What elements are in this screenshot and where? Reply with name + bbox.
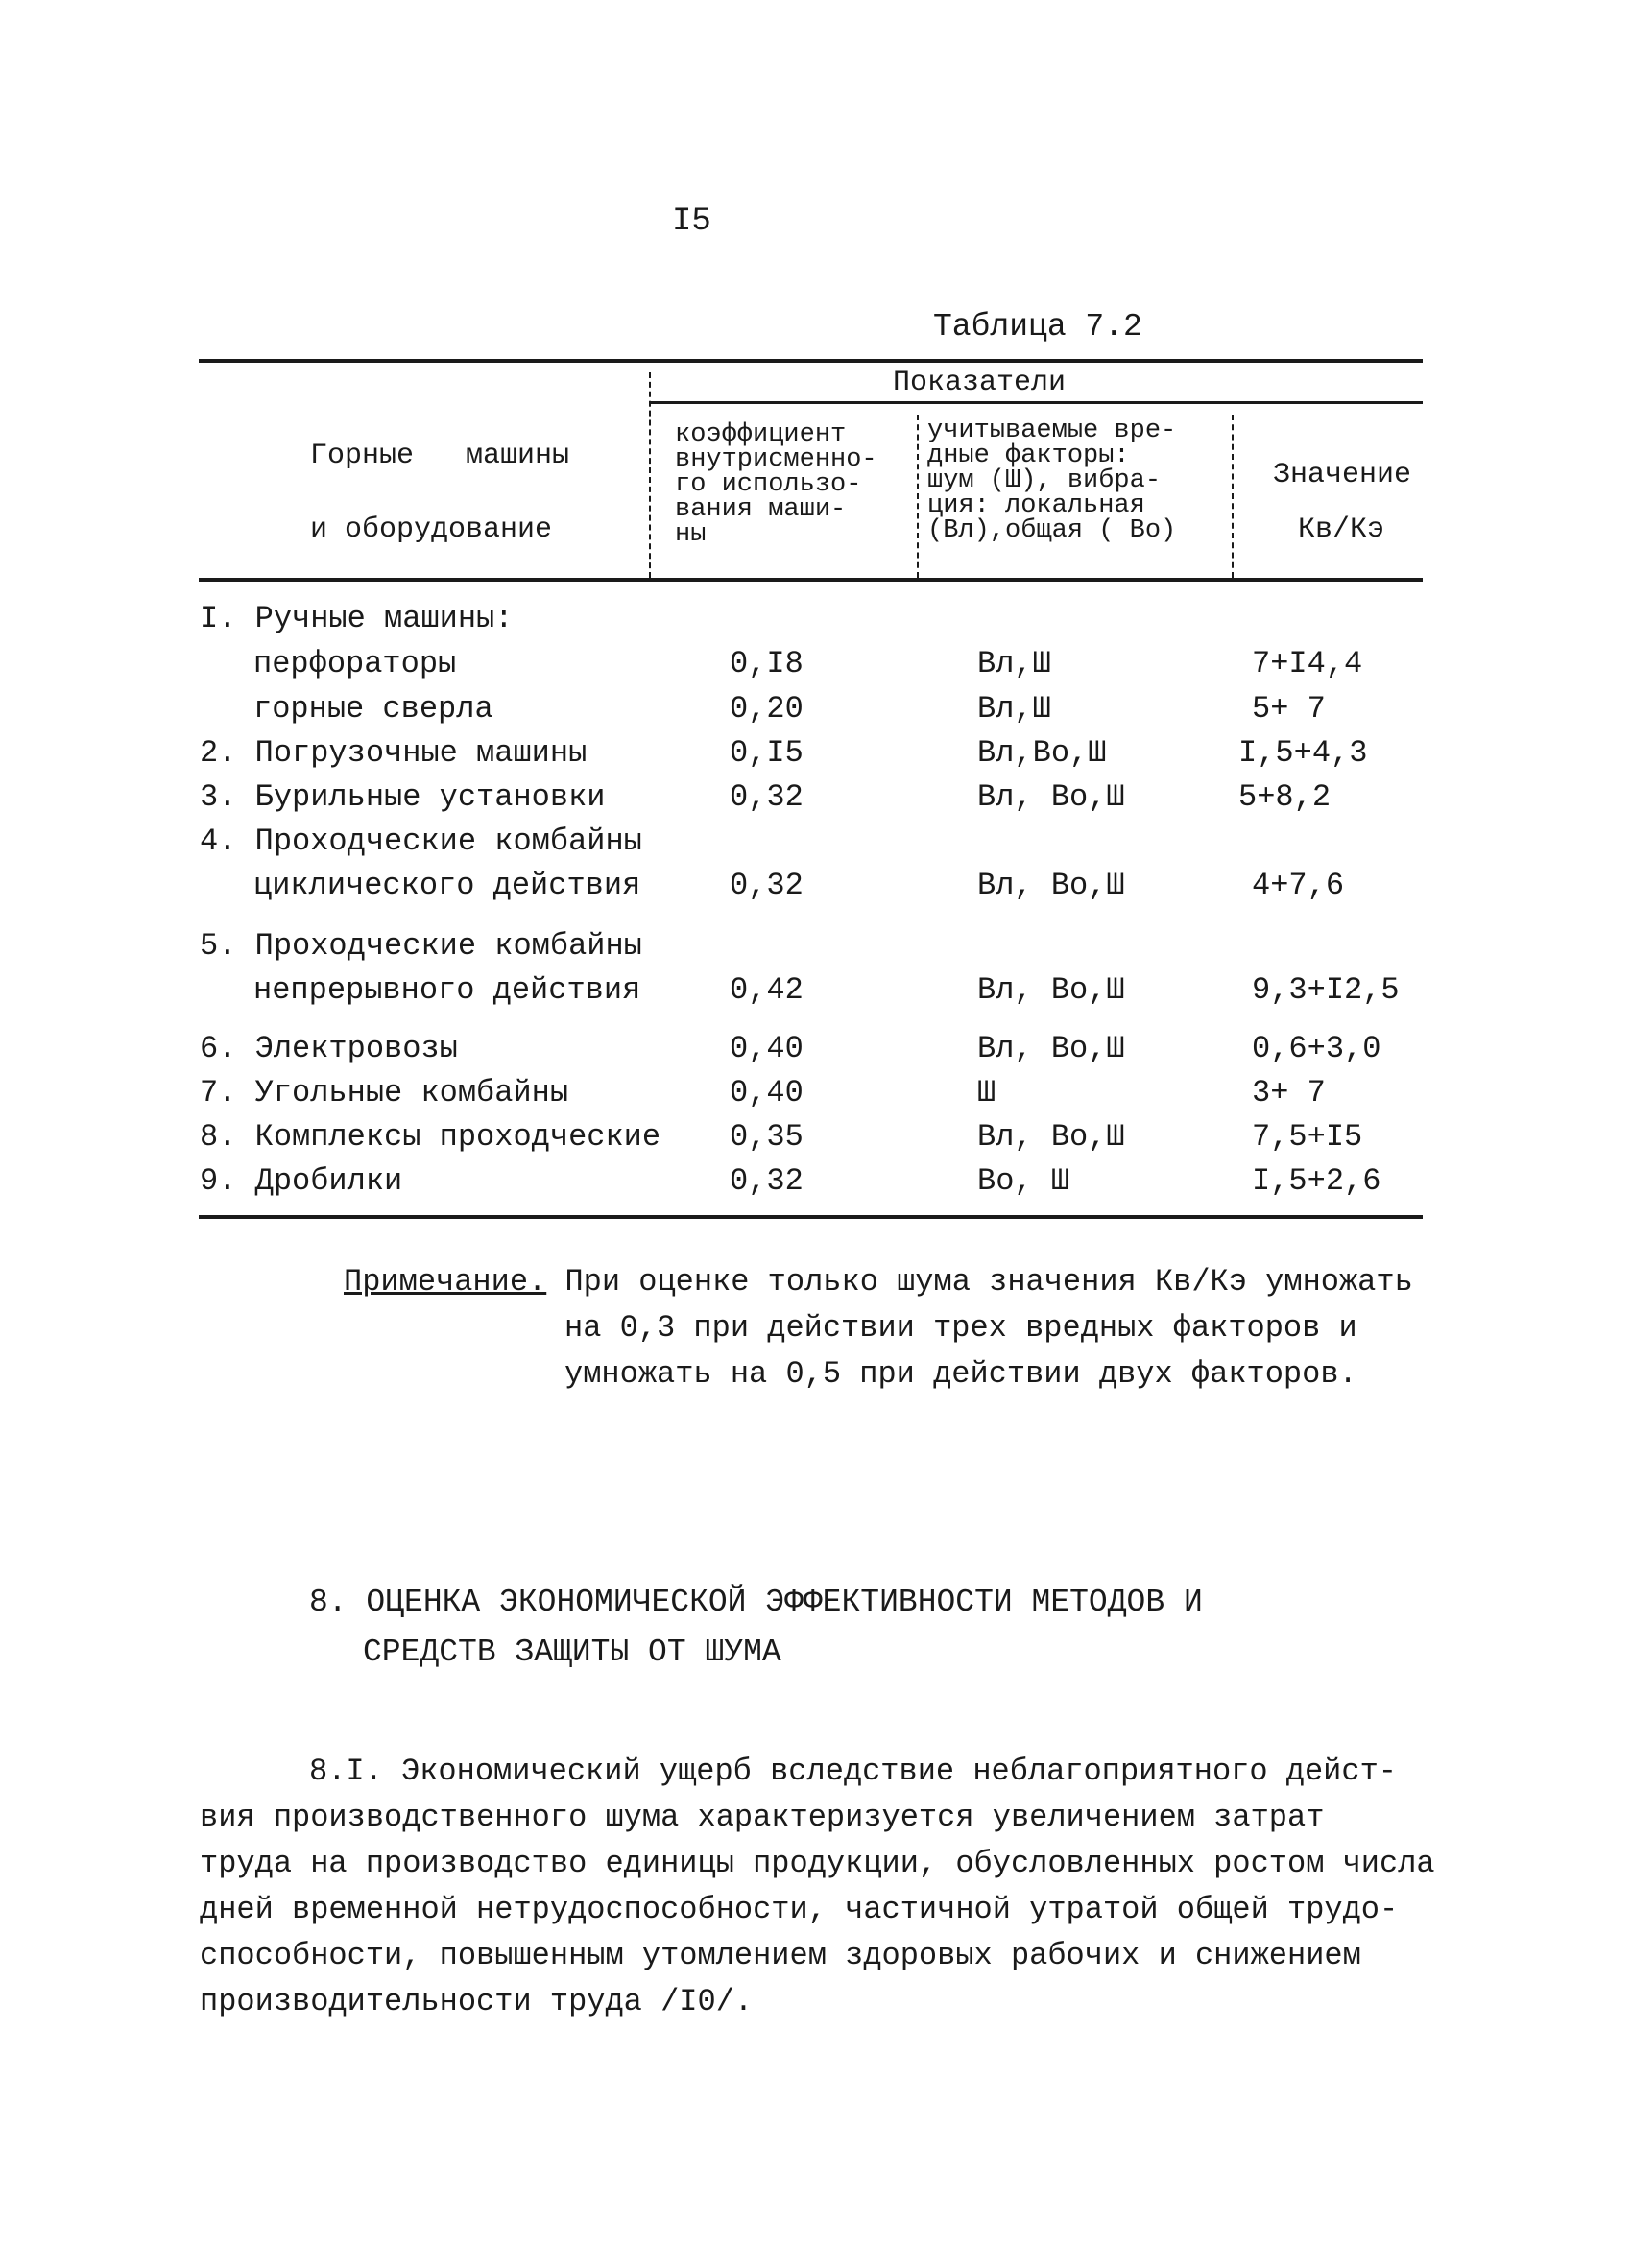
row-value: 5+8,2 [1238, 779, 1332, 815]
paragraph-line: дней временной нетрудоспособности, частичной утратой общей трудо- [200, 1892, 1399, 1927]
row-name: 4. Проходческие комбайны [200, 824, 642, 859]
row-factors: Во, Ш [977, 1163, 1070, 1199]
row-coef: 0,I8 [730, 646, 804, 681]
row-value: I,5+2,6 [1252, 1163, 1381, 1199]
note-label: Примечание. [344, 1264, 547, 1300]
row-factors: Вл, Во,Ш [977, 1031, 1125, 1066]
row-coef: 0,I5 [730, 735, 804, 771]
col-header-machine-2: и оборудование [310, 513, 553, 546]
row-name: I. Ручные машины: [200, 601, 514, 636]
row-value: I,5+4,3 [1238, 735, 1368, 771]
row-factors: Вл,Ш [977, 691, 1051, 727]
row-value: 0,6+3,0 [1252, 1031, 1381, 1066]
table-top-rule [199, 359, 1423, 363]
row-coef: 0,32 [730, 779, 804, 815]
row-factors: Вл,Ш [977, 646, 1051, 681]
group-header: Показатели [893, 367, 1067, 399]
header-separator-3 [1232, 415, 1234, 578]
row-name: 2. Погрузочные машины [200, 735, 588, 771]
row-factors: Ш [977, 1075, 996, 1110]
col-header-factors: учитываемые вре- дные факторы: шум (Ш), вибра- ция: локальная (Вл),общая ( Во) [927, 417, 1177, 545]
row-factors: Вл, Во,Ш [977, 1119, 1125, 1155]
row-name: горные сверла [253, 691, 493, 727]
paragraph-line: производительности труда /I0/. [200, 1984, 754, 2019]
row-value: 7,5+I5 [1252, 1119, 1363, 1155]
row-value: 9,3+I2,5 [1252, 972, 1400, 1008]
row-factors: Вл, Во,Ш [977, 972, 1125, 1008]
note-line-2: на 0,3 при действии трех вредных факторов и [564, 1310, 1357, 1346]
row-name: 9. Дробилки [200, 1163, 403, 1199]
col-header-value-1: Значение [1273, 459, 1412, 491]
row-coef: 0,20 [730, 691, 804, 727]
row-coef: 0,35 [730, 1119, 804, 1155]
row-factors: Вл, Во,Ш [977, 779, 1125, 815]
row-factors: Вл, Во,Ш [977, 868, 1125, 903]
row-factors: Вл,Во,Ш [977, 735, 1107, 771]
row-value: 4+7,6 [1252, 868, 1345, 903]
row-coef: 0,42 [730, 972, 804, 1008]
row-coef: 0,32 [730, 868, 804, 903]
table-title: Таблица 7.2 [933, 309, 1142, 345]
paragraph-line: вия производственного шума характеризуется увеличением затрат [200, 1800, 1325, 1835]
header-separator-2 [917, 415, 919, 578]
row-name: 7. Угольные комбайны [200, 1075, 569, 1110]
paragraph-line: способности, повышенным утомлением здоровых рабочих и снижением [200, 1938, 1361, 1973]
row-coef: 0,40 [730, 1075, 804, 1110]
row-name: 8. Комплексы проходческие [200, 1119, 661, 1155]
row-value: 3+ 7 [1252, 1075, 1326, 1110]
col-header-value-2: Кв/Кэ [1298, 513, 1385, 546]
page-number: I5 [672, 203, 711, 240]
group-header-rule [651, 401, 1423, 404]
col-header-coef: коэффициент внутрисменно- го использо- вания маши- ны [675, 420, 877, 549]
row-name: 6. Электровозы [200, 1031, 458, 1066]
note [344, 1259, 1438, 1305]
note-line-1: При оценке только шума значения Кв/Кэ умножать [564, 1264, 1413, 1300]
col-header-machine-1: Горные машины [310, 440, 570, 472]
row-name: 5. Проходческие комбайны [200, 928, 642, 964]
table-bottom-rule [199, 1215, 1423, 1219]
header-separator-1 [649, 372, 651, 578]
paragraph-line: труда на производство единицы продукции, обусловленных ростом числа [200, 1846, 1435, 1881]
row-value: 7+I4,4 [1252, 646, 1363, 681]
header-bottom-rule [199, 578, 1423, 582]
row-name: 3. Бурильные установки [200, 779, 606, 815]
body-paragraph [200, 1749, 1438, 2025]
row-coef: 0,40 [730, 1031, 804, 1066]
row-coef: 0,32 [730, 1163, 804, 1199]
section-heading-line-2: СРЕДСТВ ЗАЩИТЫ ОТ ШУМА [363, 1635, 781, 1670]
row-name: циклического действия [253, 868, 641, 903]
row-value: 5+ 7 [1252, 691, 1326, 727]
row-name: перфораторы [253, 646, 457, 681]
row-name: непрерывного действия [253, 972, 641, 1008]
section-heading-line-1: 8. ОЦЕНКА ЭКОНОМИЧЕСКОЙ ЭФФЕКТИВНОСТИ МЕТОДОВ И [309, 1585, 1203, 1620]
paragraph-line: 8.I. Экономический ущерб вследствие неблагоприятного дейст- [309, 1754, 1397, 1789]
note-line-3: умножать на 0,5 при действии двух факторов. [564, 1356, 1357, 1392]
